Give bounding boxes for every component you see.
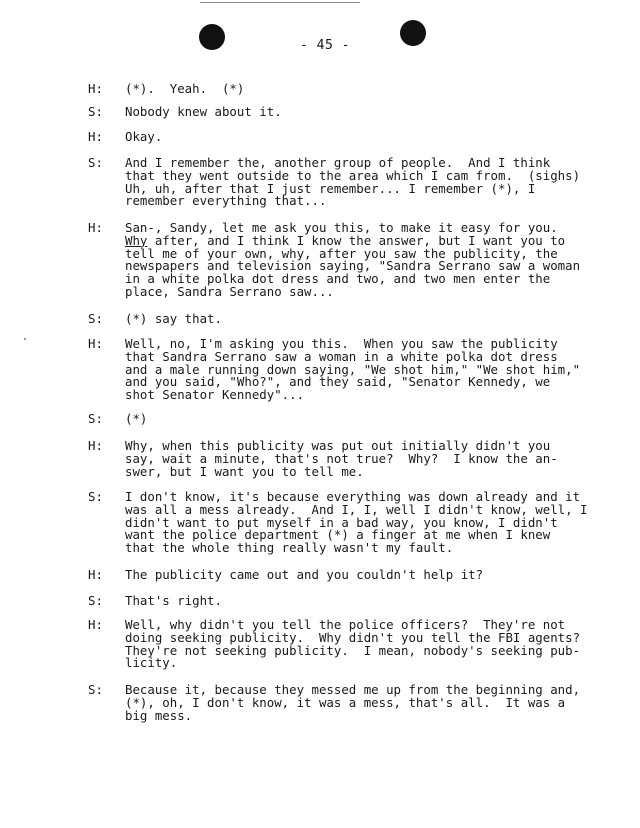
speaker-label: S: <box>88 593 103 608</box>
dialog-line: I don't know, it's because everything was down already and it <box>125 489 581 504</box>
dialog-line: tell me of your own, why, after you saw the publicity, the <box>125 245 558 261</box>
dialog-line: That's right. <box>125 593 222 608</box>
speaker-label: H: <box>88 617 103 632</box>
speaker-label: S: <box>88 411 103 426</box>
speaker-label: H: <box>88 567 103 582</box>
punch-hole-right <box>400 20 426 46</box>
top-edge-rule <box>200 2 360 3</box>
dialog-line: remember everything that... <box>125 193 327 209</box>
speaker-label: S: <box>88 489 103 504</box>
speaker-label: H: <box>88 129 103 144</box>
dialog-line: San-, Sandy, let me ask you this, to make it easy for you. <box>125 220 558 235</box>
speaker-label: S: <box>88 682 103 697</box>
dialog-line: And I remember the, another group of people. And I think <box>125 155 551 170</box>
dialog-line: that Sandra Serrano saw a woman in a white polka dot dress <box>125 348 558 364</box>
dialog-line: big mess. <box>125 707 193 723</box>
dialog-line: that the whole thing really wasn't my fault. <box>125 540 454 556</box>
dialog-line: The publicity came out and you couldn't help it? <box>125 567 484 582</box>
dialog-line: Nobody knew about it. <box>125 104 282 119</box>
dialog-line: Why after, and I think I know the answer, but I want you to <box>125 232 566 248</box>
punch-hole-left <box>199 24 225 50</box>
dialog-line: Okay. <box>125 129 163 144</box>
speaker-label: S: <box>88 155 103 170</box>
dialog-line: didn't want to put myself in a bad way, you know, I didn't <box>125 514 558 530</box>
speaker-label: H: <box>88 220 103 235</box>
dialog-line: They're not seeking publicity. I mean, nobody's seeking pub- <box>125 642 581 658</box>
dialog-line: (*), oh, I don't know, it was a mess, that's all. It was a <box>125 694 566 710</box>
dialog-line: place, Sandra Serrano saw... <box>125 284 334 299</box>
dialog-line: swer, but I want you to tell me. <box>125 463 364 479</box>
dialog-line: and a male running down saying, "We shot him," "We shot him," <box>125 361 581 377</box>
dialog-line: (*). Yeah. (*) <box>125 81 245 96</box>
dialog-line: and you said, "Who?", and they said, "Senator Kennedy, we <box>125 374 551 390</box>
speaker-label: H: <box>88 336 103 351</box>
dialog-line: Because it, because they messed me up from the beginning and, <box>125 682 581 697</box>
dialog-line: (*) <box>125 411 148 426</box>
emphasized-word: Why <box>125 232 148 248</box>
speaker-label: S: <box>88 311 103 326</box>
page-number: - 45 - <box>300 38 350 53</box>
dialog-line: licity. <box>125 655 178 671</box>
speaker-label: H: <box>88 81 103 96</box>
dialog-line: newspapers and television saying, "Sandra Serrano saw a woman <box>125 258 581 274</box>
dialog-line: Well, why didn't you tell the police officers? They're not <box>125 617 566 632</box>
dialog-line: (*) say that. <box>125 311 222 326</box>
dialog-line: say, wait a minute, that's not true? Why? I know the an- <box>125 450 558 466</box>
dialog-line: shot Senator Kennedy"... <box>125 387 305 403</box>
dialog-line: want the police department (*) a finger at me when I knew <box>125 527 551 543</box>
speaker-label: S: <box>88 104 103 119</box>
dialog-line: was all a mess already. And I, I, well I didn't know, well, I <box>125 501 588 517</box>
dialog-line: Uh, uh, after that I just remember... I remember (*), I <box>125 180 536 196</box>
dialog-line: that they went outside to the area which I cam from. (sighs) <box>125 167 581 183</box>
dialog-line: doing seeking publicity. Why didn't you tell the FBI agents? <box>125 629 581 645</box>
dialog-line: Well, no, I'm asking you this. When you saw the publicity <box>125 336 558 351</box>
speaker-label: H: <box>88 438 103 453</box>
dialog-line: Why, when this publicity was put out initially didn't you <box>125 438 551 453</box>
margin-mark <box>24 338 26 340</box>
dialog-line: in a white polka dot dress and two, and two men enter the <box>125 271 551 287</box>
